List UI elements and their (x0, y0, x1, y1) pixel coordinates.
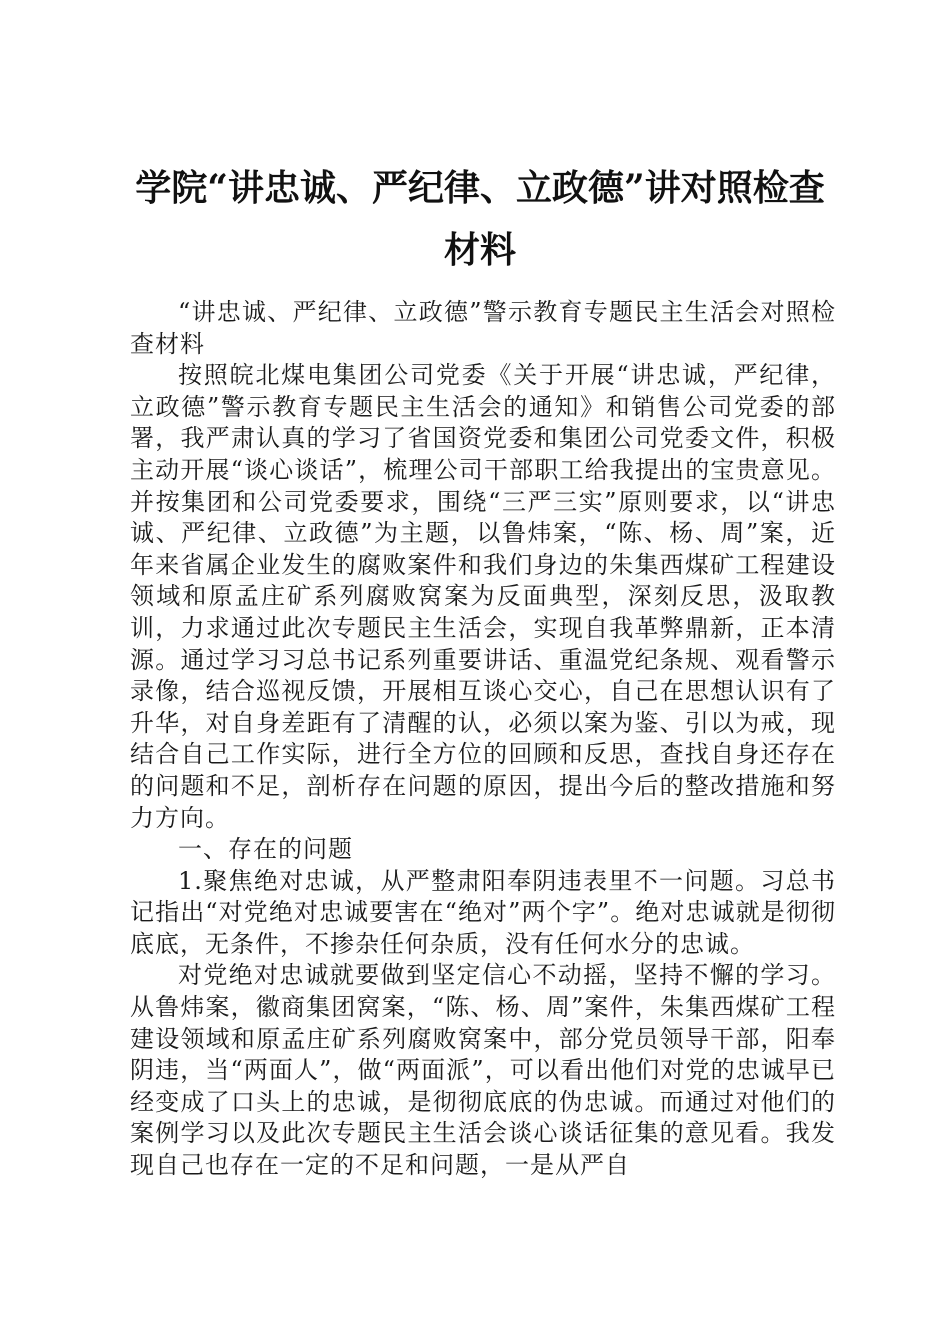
issue-1-paragraph: 1.聚焦绝对忠诚，从严整肃阳奉阴违表里不一问题。习总书记指出“对党绝对忠诚要害在“绝对”两个字”。绝对忠诚就是彻彻底底，无条件，不掺杂任何杂质，没有任何水分的忠诚。 (130, 866, 836, 958)
document-title-line-2: 材料 (443, 229, 516, 271)
loyalty-paragraph: 对党绝对忠诚就要做到坚定信心不动摇，坚持不懈的学习。从鲁炜案，徽商集团窝案，“陈、杨、周”案件，朱集西煤矿工程建设领域和原孟庄矿系列腐败窝案中，部分党员领导干部，阳奉阴违，当“两面人”，做“两面派”，可以看出他们对党的忠诚早已经变成了口头上的忠诚，是彻彻底底的伪忠诚。而通过对他们的案例学习以及此次专题民主生活会谈心谈话征集的意见看。我发现自己也存在一定的不足和问题，一是从严自 (130, 961, 836, 1180)
document-title-line-1: 学院“讲忠诚、严纪律、立政德”讲对照检查 (135, 167, 825, 209)
subtitle-paragraph: “讲忠诚、严纪律、立政德”警示教育专题民主生活会对照检查材料 (130, 298, 836, 358)
section-heading: 一、存在的问题 (178, 835, 353, 864)
document-body (130, 297, 836, 1182)
intro-paragraph: 按照皖北煤电集团公司党委《关于开展“讲忠诚，严纪律，立政德”警示教育专题民主生活会的通知》和销售公司党委的部署，我严肃认真的学习了省国资党委和集团公司党委文件，积极主动开展“谈心谈话”，梳理公司干部职工给我提出的宝贵意见。并按集团和公司党委要求，围绕“三严三实”原则要求，以“讲忠诚、严纪律、立政德”为主题，以鲁炜案，“陈、杨、周”案，近年来省属企业发生的腐败案件和我们身边的朱集西煤矿工程建设领域和原孟庄矿系列腐败窝案为反面典型，深刻反思，汲取教训，力求通过此次专题民主生活会，实现自我革弊鼎新，正本清源。通过学习习总书记系列重要讲话、重温党纪条规、观看警示录像，结合巡视反馈，开展相互谈心交心，自己在思想认识有了升华，对自身差距有了清醒的认，必须以案为鉴、引以为戒，现结合自己工作实际，进行全方位的回顾和反思，查找自身还存在的问题和不足，剖析存在问题的原因，提出今后的整改措施和努力方向。 (130, 361, 836, 832)
